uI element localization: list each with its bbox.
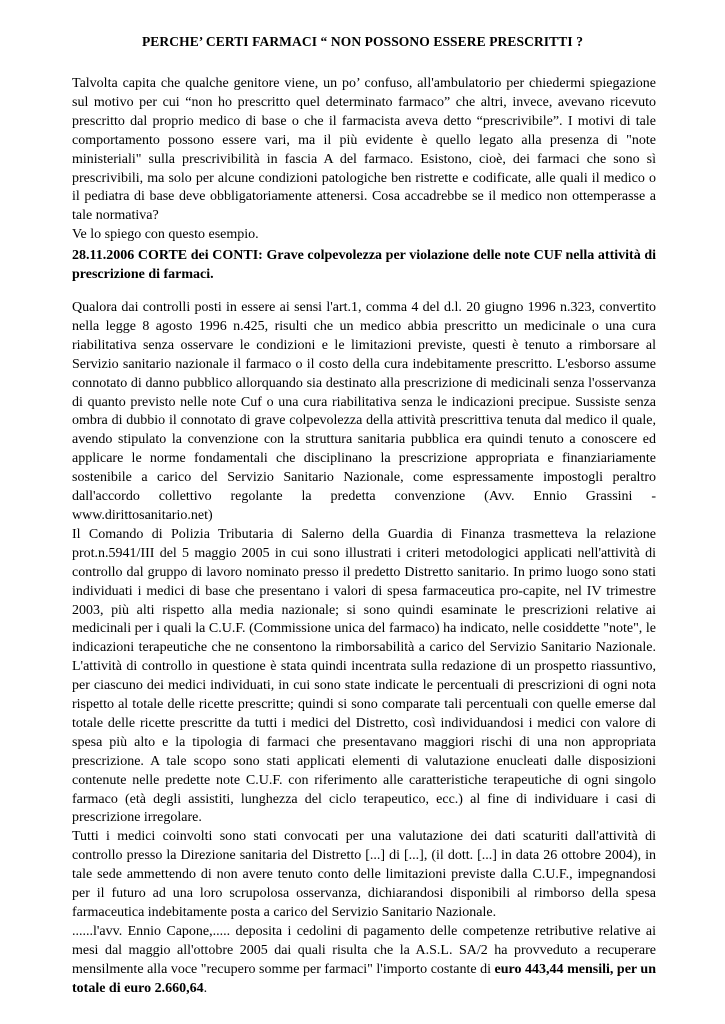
document-title: PERCHE’ CERTI FARMACI “ NON POSSONO ESSERE PRESCRITTI ? xyxy=(141,34,584,49)
paragraph-2: Il Comando di Polizia Tributaria di Salerno della Guardia di Finanza trasmetteva la relazione prot.n.5941/III del 5 maggio 2005 in cui sono illustrati i criteri metodologici applicati nell'attività di controllo dal gruppo di lavoro nominato presso il predetto Distretto sanitario. In primo luogo sono stati individuati i medici di base che presentano i valori di spesa farmaceutica pro-capite, nel IV trimestre 2003, più alti rispetto alla media nazionale; si sono quindi esaminate le prescrizioni relative ai medicinali per i quali la C.U.F. (Commissione unica del farmaco) ha indicato, nelle cosiddette "note", le indicazioni terapeutiche che ne consentono la rimborsabilità a carico del Servizio Sanitario Nazionale. L'attività di controllo in questione è stata quindi incentrata sulla redazione di un prospetto riassuntivo, per ciascuno dei medici individuati, in cui sono state indicate le percentuali di prescrizioni di ogni nota rispetto al totale delle ricette prescritte; quindi si sono comparate tali percentuali con quelle emerse dal totale delle ricette prescritte da tutti i medici del Distretto, così individuandosi i medici con valore di spesa più alto e la tipologia di farmaci che presentavano maggiori rischi di una non appropriata prescrizione. A tale scopo sono stati applicati elementi di valutazione enucleati dalle disposizioni contenute nelle predette note C.U.F. con riferimento alle caratteristiche terapeutiche di ogni singolo farmaco (età degli assistiti, lunghezza del ciclo terapeutico, ecc.) al fine di individuare i casi di prescrizione irregolare. xyxy=(72,526,656,826)
paragraph-1: Qualora dai controlli posti in essere ai sensi l'art.1, comma 4 del d.l. 20 giugno 1996 n.323, convertito nella legge 8 agosto 1996 n.425, risulti che un medico abbia prescritto un medicinale o una cura riabilitativa senza osservare le condizioni e le limitazioni previste, questi è tenuto a rimborsare al Servizio sanitario nazionale il farmaco o il costo della cura indebitamente prescritto. L'esborso assume connotato di danno pubblico allorquando sia destinato alla prescrizione di medicinali senza l'osservanza di quanto previsto nelle note Cuf o una cura riabilitativa senza le indicazioni precipue. Sussiste senza ombra di dubbio il connotato di grave colpevolezza della attività prescrittiva tenuta dal medico il quale, avendo stipulato la convenzione con la struttura sanitaria pubblica era quindi tenuto a conoscere ed applicare le norme fondamentali che disciplinano la prescrizione appropriata e finanziariamente sostenibile a carico del Servizio Sanitario Nazionale, come espressamente impostogli peraltro dall'accordo collettivo regolante la predetta convenzione (Avv. Ennio Grassini - www.dirittosanitario.net) xyxy=(72,300,656,523)
intro-paragraph: Talvolta capita che qualche genitore viene, un po’ confuso, all'ambulatorio per chiedermi spiegazione sul motivo per cui “non ho prescritto quel determinato farmaco” che altri, invece, avevano ricevuto prescritto dal proprio medico di base o che il farmacista aveva detto “prescrivibile”. I motivi di tale comportamento possono essere vari, ma il più evidente è quello legato alla presenza di "note ministeriali" sulla prescrivibilità in fascia A del farmaco. Esistono, cioè, dei farmaci che sono sì prescrivibili, ma solo per alcune condizioni patologiche ben ristrette e codificate, alle quali il medico o il pediatra di base deve obbligatoriamente attenersi. Cosa accadrebbe se il medico non ottemperasse a tale normativa? xyxy=(72,76,656,224)
paragraph-4-text: ......l'avv. Ennio Capone,..... deposita i cedolini di pagamento delle competenze retributive relative ai mesi dal maggio all'ottobre 2005 dai quali risulta che la A.S.L. SA/2 ha provveduto a recuperare mensilmente alla voce "recupero somme per farmaci" l'importo costante di xyxy=(72,923,656,977)
paragraph-4-end: . xyxy=(203,980,208,996)
section-heading: 28.11.2006 CORTE dei CONTI: Grave colpevolezza per violazione delle note CUF nella attività di prescrizione di farmaci. xyxy=(72,248,656,282)
body-section xyxy=(72,299,656,999)
paragraph-4-amount: euro 443,44 mensili, per un totale di euro 2.660,64 xyxy=(72,961,656,996)
paragraph-4 xyxy=(72,923,656,999)
paragraph-3: Tutti i medici coinvolti sono stati convocati per una valutazione dei dati scaturiti dall'attività di controllo presso la Direzione sanitaria del Distretto [...] di [...], (il dott. [...] in data 26 ottobre 2004), in tale sede ammettendo di non avere tenuto conto delle limitazioni previste dalla C.U.F., impegnandosi per il futuro ad una loro scrupolosa osservanza, dichiarandosi disponibili al rimborso della spesa farmaceutica indebitamente posta a carico del Servizio Sanitario Nazionale. xyxy=(72,829,656,920)
intro-section xyxy=(72,75,656,245)
intro-tail: Ve lo spiego con questo esempio. xyxy=(72,227,259,243)
